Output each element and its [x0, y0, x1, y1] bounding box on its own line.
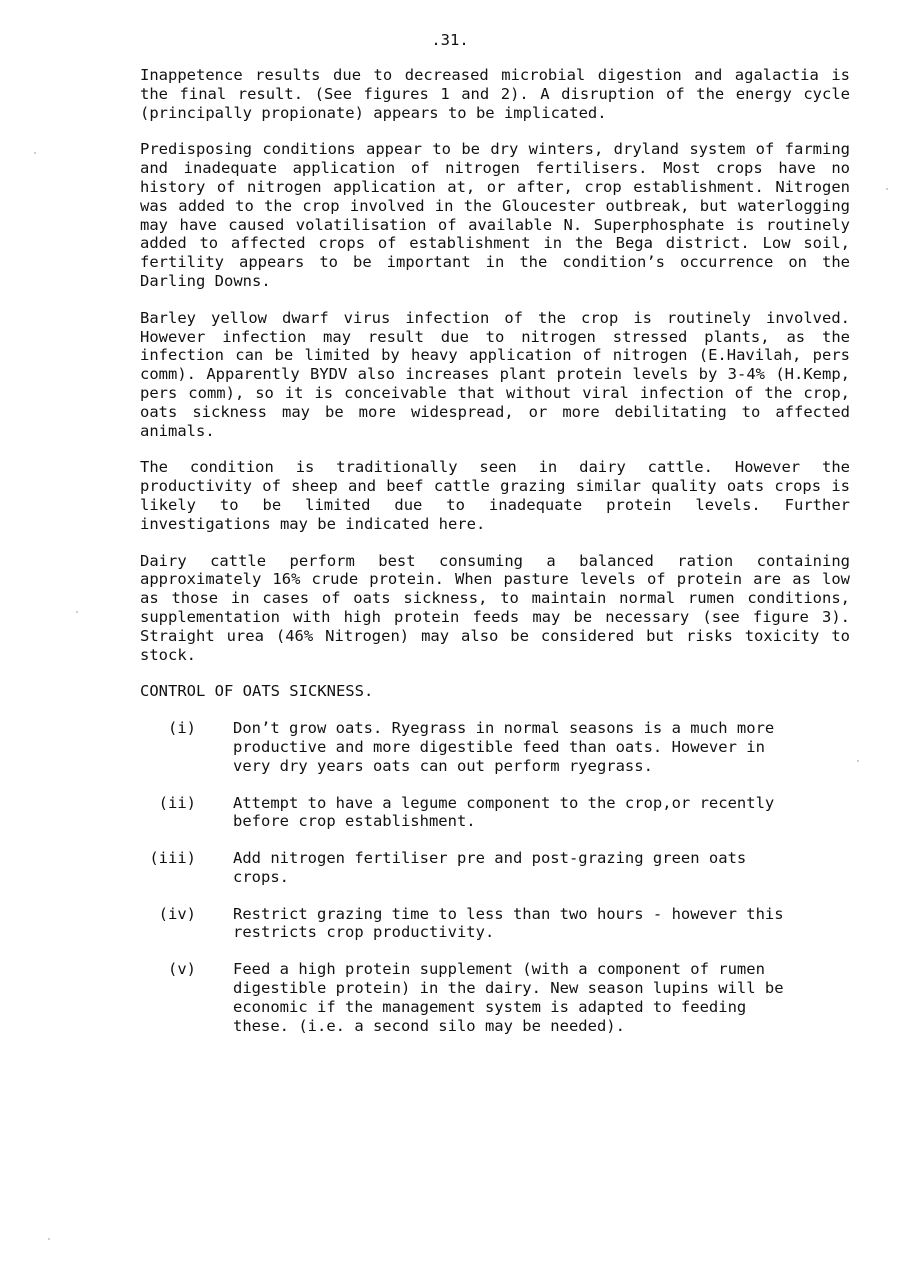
list-item-text: Feed a high protein supplement (with a component of rumen digestible protein) in the dairy. New season lupins will be economic if the management system is adapted to feeding these. (i.e. a second silo may be needed). — [233, 960, 784, 1035]
list-item-text: Attempt to have a legume component to the crop,or recently before crop establishment. — [233, 793, 775, 831]
list-item — [140, 960, 788, 1035]
section-heading-control: CONTROL OF OATS SICKNESS. — [140, 682, 374, 701]
scan-speck — [48, 1238, 50, 1240]
paragraph-protein-supplementation: Dairy cattle perform best consuming a balanced ration containing approximately 16% crude protein. When pasture levels of protein are as low as those in cases of oats sickness, to maintain normal rumen conditions, supplementation with high protein feeds may be necessary (see figure 3). Straight urea (46% Nitrogen) may also be considered but risks toxicity to stock. — [140, 551, 850, 664]
body-text — [140, 66, 850, 1053]
scan-speck — [857, 760, 859, 762]
paragraph-dairy-cattle-condition: The condition is traditionally seen in dairy cattle. However the productivity of sheep and beef cattle grazing similar quality oats crops is likely to be limited due to inadequate protein levels. Further investigations may be indicated here. — [140, 458, 850, 533]
scan-speck — [34, 152, 36, 154]
list-item-number: (iii) — [149, 849, 196, 868]
list-item-number: (v) — [168, 960, 196, 979]
list-item-number: (iv) — [158, 904, 196, 923]
page-number: .31. — [431, 31, 469, 49]
scan-speck — [886, 188, 888, 190]
list-item — [140, 849, 788, 887]
paragraph-barley-yellow-dwarf-virus: Barley yellow dwarf virus infection of the crop is routinely involved. However infection may result due to nitrogen stressed plants, as the infection can be limited by heavy application of nitrogen (E.Havilah, pers comm). Apparently BYDV also increases plant protein levels by 3-4% (H.Kemp, pers comm), so it is conceivable that without viral infection of the crop, oats sickness may be more widespread, or more debilitating to affected animals. — [140, 308, 850, 440]
list-item-text: Add nitrogen fertiliser pre and post-grazing green oats crops. — [233, 849, 747, 886]
paragraph-predisposing-conditions: Predisposing conditions appear to be dry winters, dryland system of farming and inadequate application of nitrogen fertilisers. Most crops have no history of nitrogen application at, or after, crop establishment. Nitrogen was added to the crop involved in the Gloucester outbreak, but waterlogging may have caused volatilisation of available N. Superphosphate is routinely added to affected crops of establishment in the Bega district. Low soil, fertility appears to be important in the condition’s occurrence on the Darling Downs. — [140, 140, 850, 290]
list-item — [140, 905, 788, 943]
scan-speck — [76, 611, 78, 613]
control-list — [140, 719, 850, 1035]
list-item — [140, 719, 788, 775]
list-item-number: (i) — [168, 719, 196, 738]
list-item — [140, 794, 788, 832]
list-item-text: Don’t grow oats. Ryegrass in normal seasons is a much more productive and more digestible feed than oats. However in very dry years oats can out perform ryegrass. — [233, 719, 775, 775]
paragraph-inappetence: Inappetence results due to decreased microbial digestion and agalactia is the final result. (See figures 1 and 2). A disruption of the energy cycle (principally propionate) appears to be implicated. — [140, 66, 850, 122]
list-item-text: Restrict grazing time to less than two hours - however this restricts crop productivity. — [233, 904, 784, 942]
list-item-number: (ii) — [158, 793, 196, 812]
